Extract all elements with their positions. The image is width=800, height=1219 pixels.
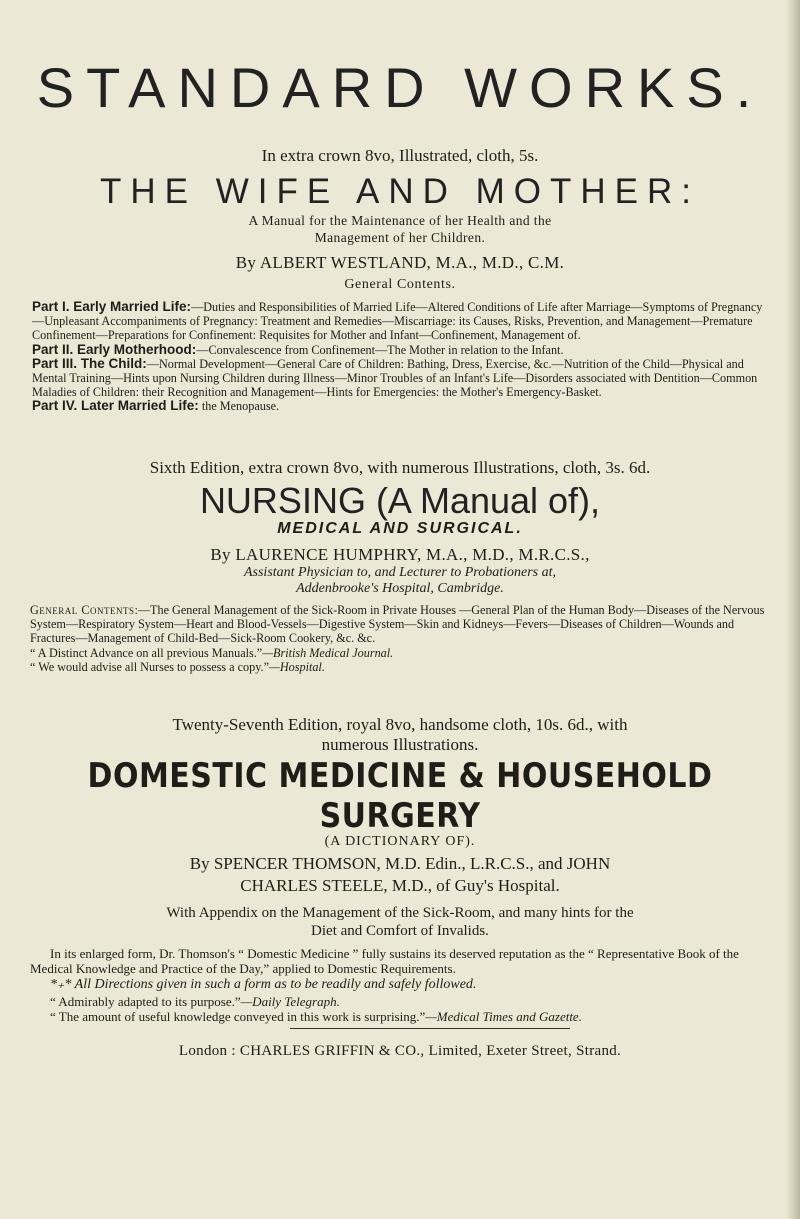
book2-edition: Sixth Edition, extra crown 8vo, with numerous Illustrations, cloth, 3s. 6d. xyxy=(149,457,651,477)
book3-paragraph: In its enlarged form, Dr. Thomson's “ Domestic Medicine ” fully sustains its deserved reputation as the “ Representative Book of the Medical Knowledge and Practice of the Day,” applied to Domestic Requirements. xyxy=(30,945,739,976)
book2-role-1: Assistant Physician to, and Lecturer to Probationers at, xyxy=(243,564,556,580)
book3-edition-1: Twenty-Seventh Edition, royal 8vo, handsome cloth, 10s. 6d., with xyxy=(172,714,628,734)
book2-title: NURSING (A Manual of), xyxy=(199,479,601,521)
book1-subtitle-1: A Manual for the Maintenance of her Health and the xyxy=(248,213,552,228)
book2-review-1: “ A Distinct Advance on all previous Manuals.”—British Medical Journal. xyxy=(30,645,394,660)
book2-role-2: Addenbrooke's Hospital, Cambridge. xyxy=(296,580,504,596)
book1-subtitle-2: Management of her Children. xyxy=(314,230,486,245)
book3-dictionary: (A DICTIONARY OF). xyxy=(324,833,476,849)
book3-note: *₊* All Directions given in such a form as to be readily and safely followed. xyxy=(50,976,477,992)
book1-part-1: Part I. Early Married Life:—Duties and Responsibilities of Married Life—Altered Conditions of Life after Marriage—Symptoms of Pregnancy—Unpleasant Accompaniments of Pregnancy: Treatment and Remedies—Miscarriage: its Causes, Risks, Prevention, and Management—Premature Confinement—Preparations for Confinement: Requisites for Mother and Infant—Confinement, Management of. xyxy=(32,299,763,343)
book1-part-2: Part II. Early Motherhood:—Convalescence from Confinement—The Mother in relation to the Infant. xyxy=(32,341,564,357)
book1-parts xyxy=(30,300,770,414)
book-wife-and-mother xyxy=(30,146,770,414)
book3-author-2: CHARLES STEELE, M.D., of Guy's Hospital. xyxy=(240,875,560,895)
page-heading: STANDARD WORKS. xyxy=(36,56,764,119)
book3-review-1: “ Admirably adapted to its purpose.”—Daily Telegraph. xyxy=(50,993,340,1009)
footer-rule xyxy=(290,1028,570,1029)
book1-author: By ALBERT WESTLAND, M.A., M.D., C.M. xyxy=(235,253,565,272)
book1-edition: In extra crown 8vo, Illustrated, cloth, 5s. xyxy=(261,146,539,165)
book1-contents-heading: General Contents. xyxy=(344,277,456,292)
advertisement-page xyxy=(30,0,770,1060)
page-edge-shadow xyxy=(786,0,800,1219)
book2-subtitle: MEDICAL AND SURGICAL. xyxy=(277,519,523,537)
book3-review-2: “ The amount of useful knowledge conveyed in this work is surprising.”—Medical Times and Gazette. xyxy=(50,1008,582,1024)
book1-part-4: Part IV. Later Married Life: the Menopause. xyxy=(32,398,280,414)
book2-review-2: “ We would advise all Nurses to possess a copy.”—Hospital. xyxy=(30,660,325,675)
book3-edition-2: numerous Illustrations. xyxy=(321,734,479,754)
book3-author-1: By SPENCER THOMSON, M.D. Edin., L.R.C.S., and JOHN xyxy=(189,853,611,873)
book-domestic-medicine xyxy=(30,715,770,1029)
book2-contents: General Contents:—The General Management of the Sick-Room in Private Houses —General Plan of the Human Body—Diseases of the Nervous System—Respiratory System—Heart and Blood-Vessels—Digestive System—Skin and Kidneys—Fevers—Diseases of Children—Wounds and Fractures—Management of Child-Bed—Sick-Room Cookery, &c. &c. xyxy=(30,602,765,646)
book1-part-3: Part III. The Child:—Normal Development—General Care of Children: Bathing, Dress, Exercise, &c.—Nutrition of the Child—Physical and Mental Training—Hints upon Nursing Children during Illness—Minor Troubles of an Infant's Life—Disorders associated with Dentition—Common Maladies of Children: their Recognition and Management—Hints for Emergencies: the Mother's Emergency-Basket. xyxy=(32,355,758,400)
book3-appendix-2: Diet and Comfort of Invalids. xyxy=(311,922,489,939)
book-nursing xyxy=(30,458,770,675)
book1-title: THE WIFE AND MOTHER: xyxy=(100,172,700,211)
book3-appendix-1: With Appendix on the Management of the Sick-Room, and many hints for the xyxy=(166,904,634,921)
book2-author: By LAURENCE HUMPHRY, M.A., M.D., M.R.C.S., xyxy=(210,544,590,564)
publisher-footer: London : CHARLES GRIFFIN & CO., Limited, Exeter Street, Strand. xyxy=(178,1042,622,1059)
book3-title: DOMESTIC MEDICINE & HOUSEHOLD SURGERY xyxy=(87,756,713,836)
